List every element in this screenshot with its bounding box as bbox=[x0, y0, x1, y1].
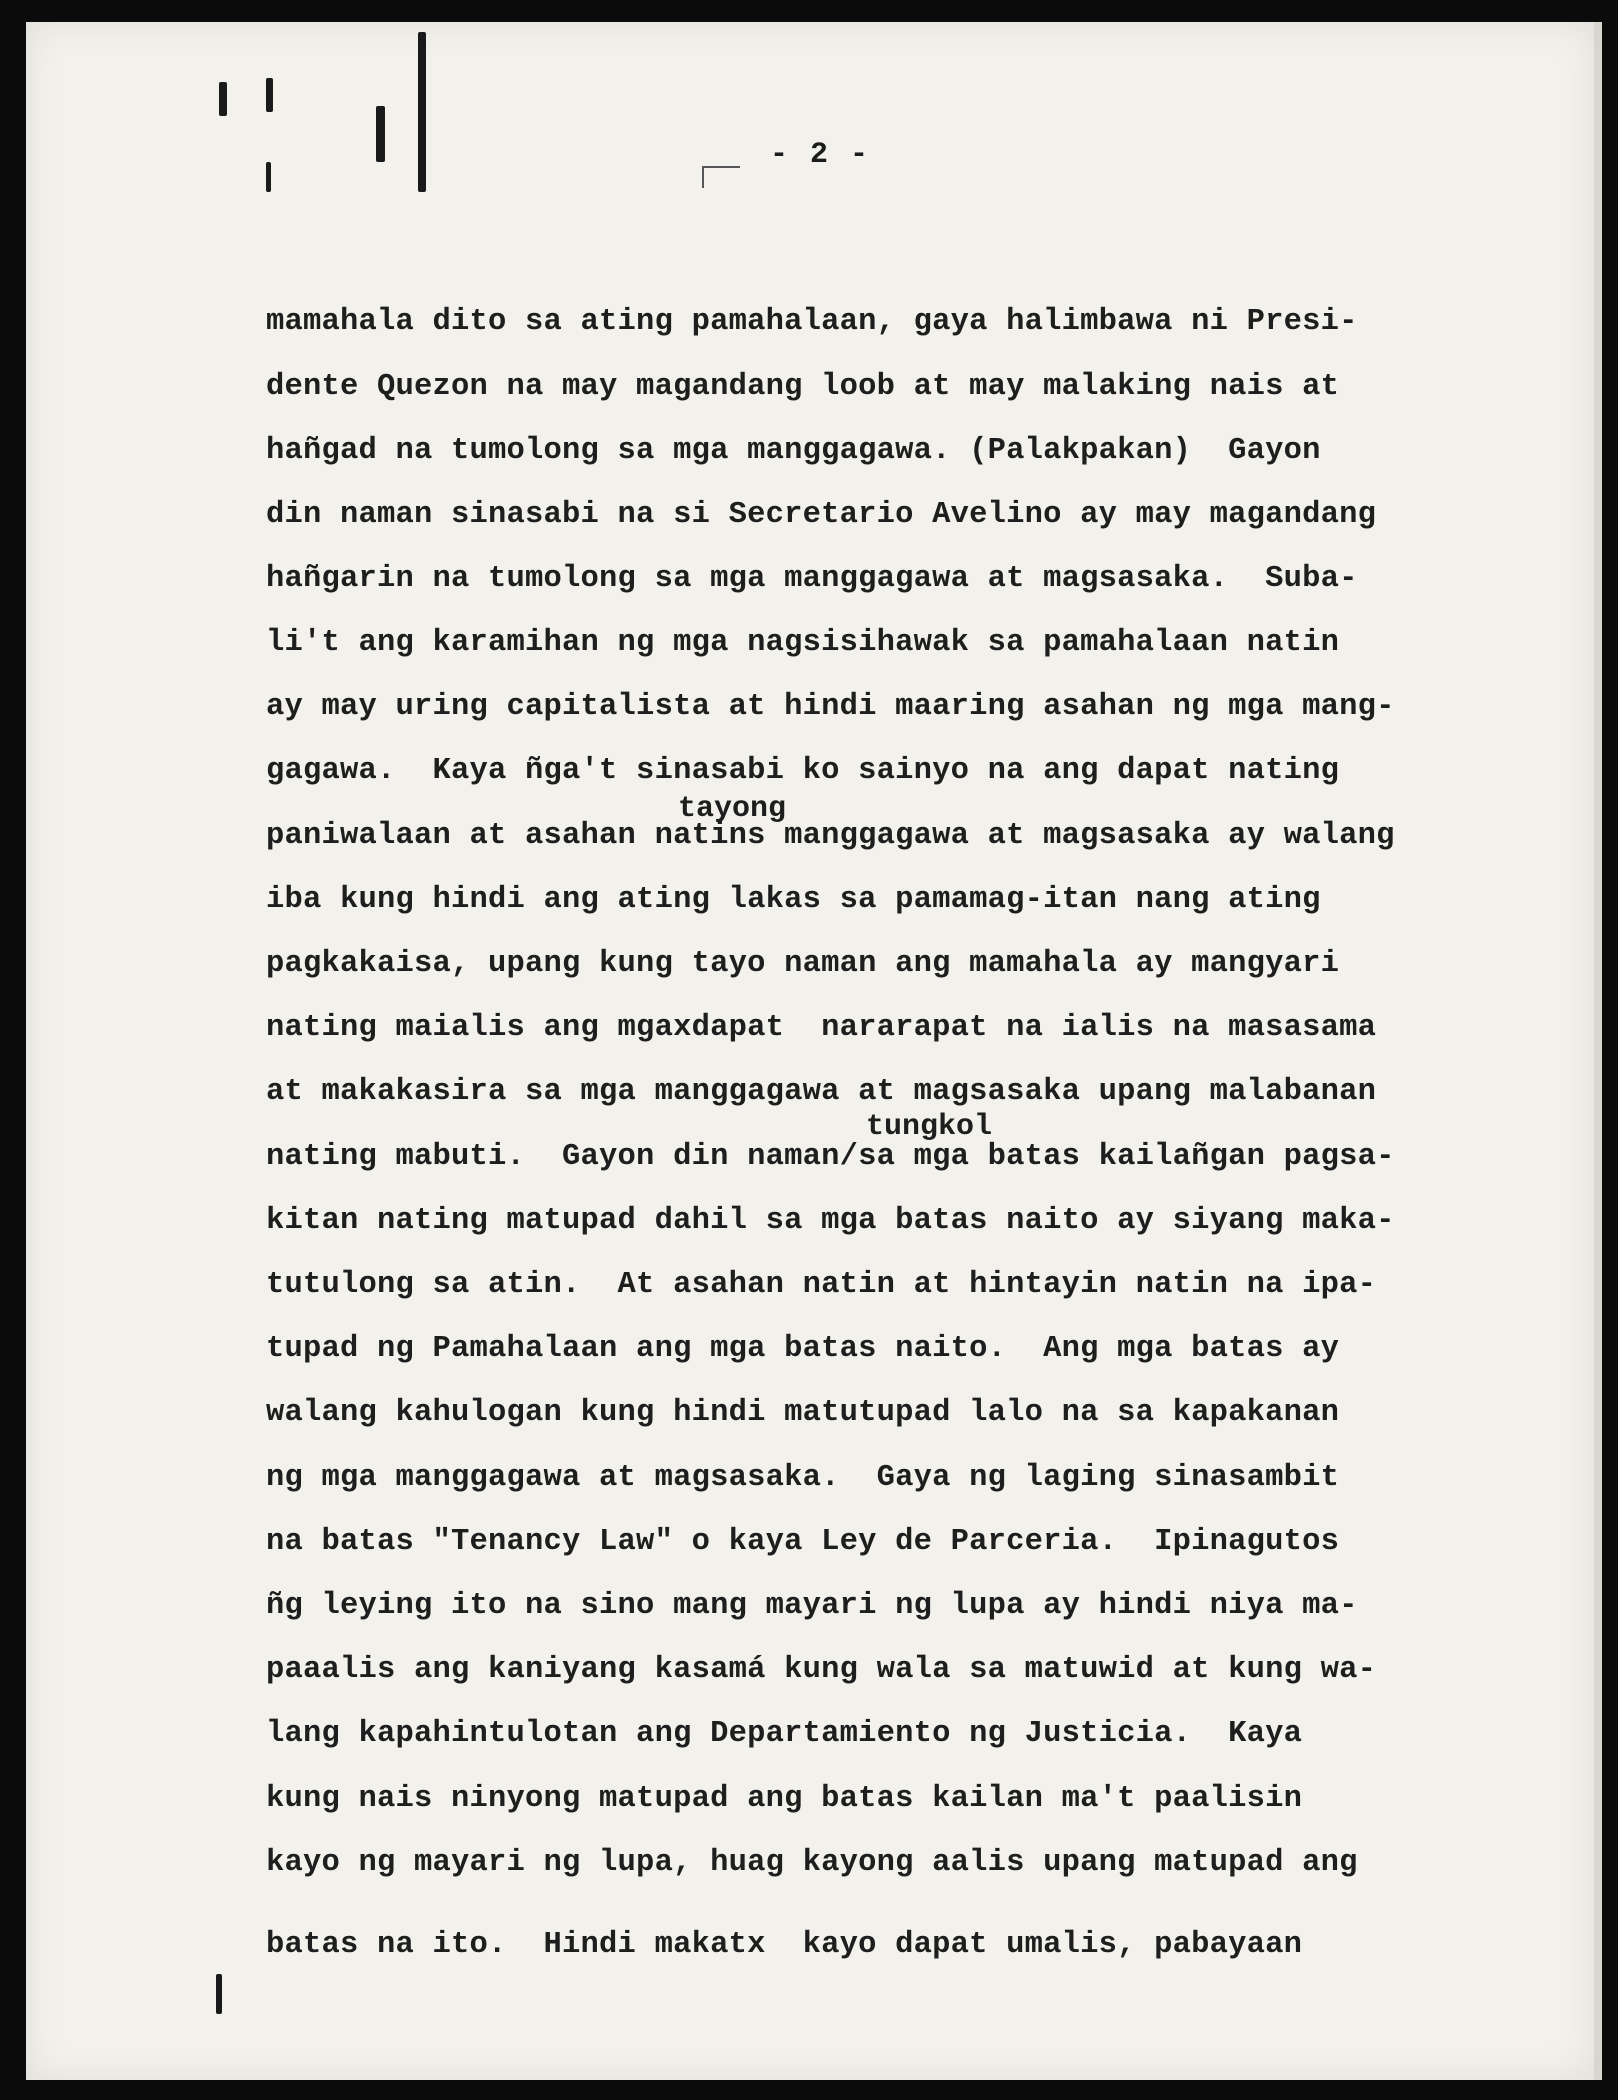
text-line: nating mabuti. Gayon din naman/sa mga batas kailañgan pagsa- bbox=[266, 1140, 1395, 1174]
text-line: ñg leying ito na sino mang mayari ng lupa ay hindi niya ma- bbox=[266, 1589, 1358, 1623]
text-line: walang kahulogan kung hindi matutupad lalo na sa kapakanan bbox=[266, 1396, 1340, 1430]
text-line: tupad ng Pamahalaan ang mga batas naito. Ang mga batas ay bbox=[266, 1332, 1340, 1366]
punch-mark bbox=[216, 1974, 222, 2014]
punch-mark bbox=[418, 32, 426, 192]
punch-mark bbox=[376, 106, 385, 162]
text-line: paniwalaan at asahan natins manggagawa at magsasaka ay walang bbox=[266, 819, 1395, 853]
punch-mark bbox=[219, 82, 227, 116]
text-line: dente Quezon na may magandang loob at may malaking nais at bbox=[266, 370, 1340, 404]
text-line: batas na ito. Hindi makatx kayo dapat umalis, pabayaan bbox=[266, 1928, 1303, 1962]
text-line: iba kung hindi ang ating lakas sa pamamag-itan nang ating bbox=[266, 883, 1321, 917]
text-line: pagkakaisa, upang kung tayo naman ang mamahala ay mangyari bbox=[266, 947, 1340, 981]
text-line: gagawa. Kaya ñga't sinasabi ko sainyo na ang dapat nating bbox=[266, 754, 1340, 788]
text-line: hañgad na tumolong sa mga manggagawa. (Palakpakan) Gayon bbox=[266, 434, 1321, 468]
insertion-tayong: tayong bbox=[678, 792, 787, 826]
text-line: lang kapahintulotan ang Departamiento ng Justicia. Kaya bbox=[266, 1717, 1303, 1751]
text-line: mamahala dito sa ating pamahalaan, gaya halimbawa ni Presi- bbox=[266, 305, 1358, 339]
text-line: kayo ng mayari ng lupa, huag kayong aalis upang matupad ang bbox=[266, 1846, 1358, 1880]
text-line: din naman sinasabi na si Secretario Avelino ay may magandang bbox=[266, 498, 1377, 532]
text-line: kitan nating matupad dahil sa mga batas naito ay siyang maka- bbox=[266, 1204, 1395, 1238]
punch-mark bbox=[266, 78, 273, 112]
insertion-tungkol: tungkol bbox=[866, 1110, 993, 1144]
text-line: paaalis ang kaniyang kasamá kung wala sa matuwid at kung wa- bbox=[266, 1653, 1377, 1687]
page-edge bbox=[1594, 22, 1602, 2080]
text-line: na batas "Tenancy Law" o kaya Ley de Parceria. Ipinagutos bbox=[266, 1525, 1340, 1559]
text-line: hañgarin na tumolong sa mga manggagawa at magsasaka. Suba- bbox=[266, 562, 1358, 596]
text-line: kung nais ninyong matupad ang batas kailan ma't paalisin bbox=[266, 1782, 1303, 1816]
text-line: nating maialis ang mgaxdapat nararapat na ialis na masasama bbox=[266, 1011, 1377, 1045]
text-line: li't ang karamihan ng mga nagsisihawak sa pamahalaan natin bbox=[266, 626, 1340, 660]
text-line: at makakasira sa mga manggagawa at magsasaka upang malabanan bbox=[266, 1075, 1377, 1109]
punch-mark bbox=[266, 162, 271, 192]
page-number: - 2 - bbox=[769, 138, 870, 172]
text-line: ng mga manggagawa at magsasaka. Gaya ng laging sinasambit bbox=[266, 1461, 1340, 1495]
margin-edit-mark bbox=[702, 166, 740, 188]
text-line: tutulong sa atin. At asahan natin at hintayin natin na ipa- bbox=[266, 1268, 1377, 1302]
text-line: ay may uring capitalista at hindi maaring asahan ng mga mang- bbox=[266, 690, 1395, 724]
